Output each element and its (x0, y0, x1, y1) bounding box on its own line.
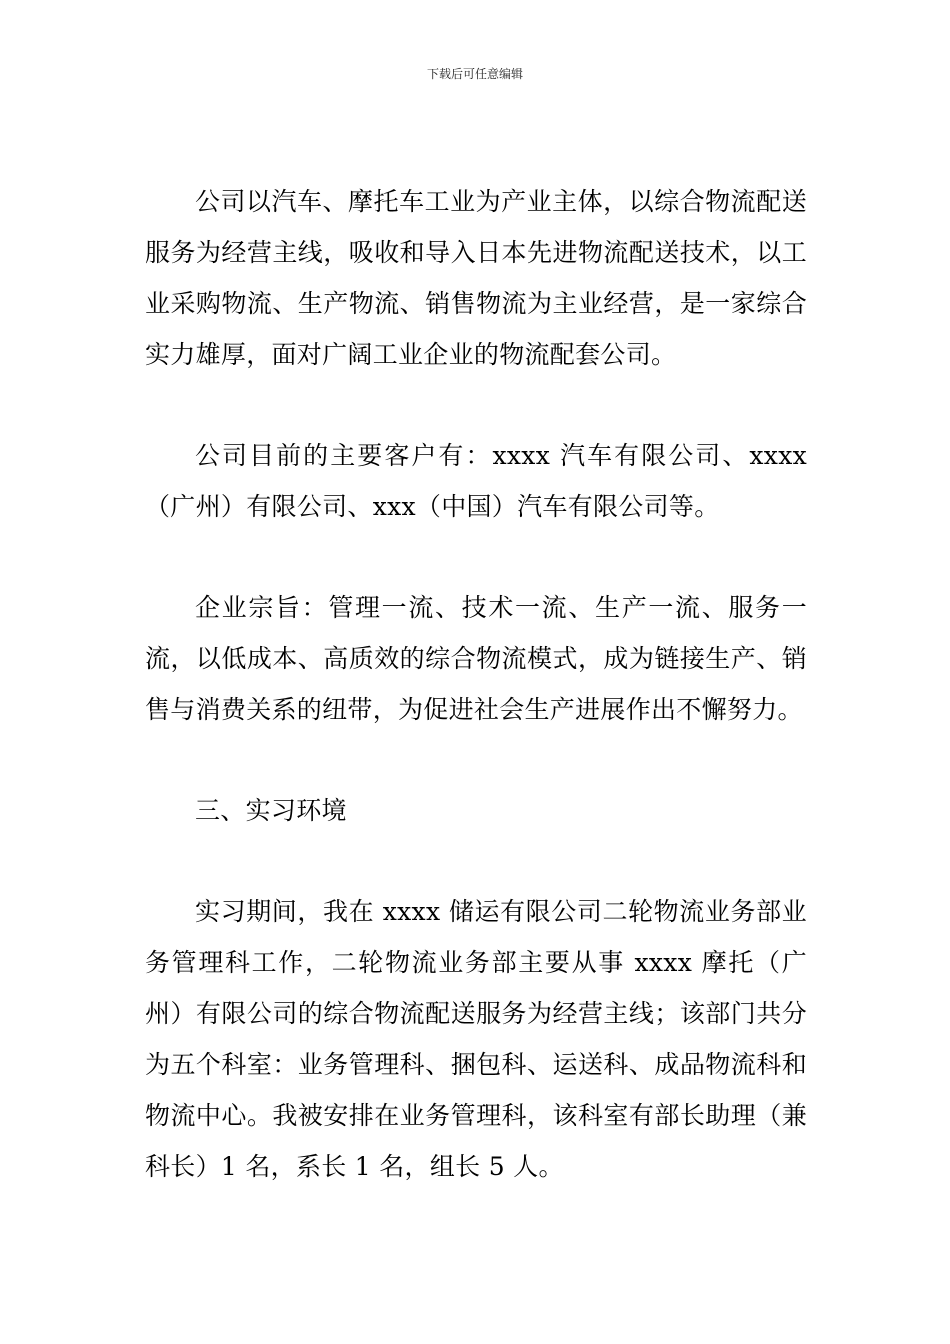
paragraph-main-customers: 公司目前的主要客户有：xxxx 汽车有限公司、xxxx（广州）有限公司、xxx（中国）汽车有限公司等。 (145, 441, 807, 521)
paragraph-spacer (145, 532, 807, 582)
paragraph-internship-details: 实习期间，我在 xxxx 储运有限公司二轮物流业务部业务管理科工作，二轮物流业务部主要从事 xxxx 摩托（广州）有限公司的综合物流配送服务为经营主线；该部门共分为五个科室：业务管理科、捆包科、运送科、成品物流科和物流中心。我被安排在业务管理科，该科室有部长助理（兼科长）1 名，系长 1 名，组长 5 人。 (145, 897, 807, 1181)
document-body (145, 176, 807, 1192)
page-header: 下载后可任意编辑 (426, 67, 523, 81)
paragraph-spacer (145, 380, 807, 430)
paragraph-enterprise-purpose: 企业宗旨：管理一流、技术一流、生产一流、服务一流，以低成本、高质效的综合物流模式，成为链接生产、销售与消费关系的纽带，为促进社会生产进展作出不懈努力。 (145, 593, 807, 724)
paragraph-company-overview: 公司以汽车、摩托车工业为产业主体，以综合物流配送服务为经营主线，吸收和导入日本先进物流配送技术，以工业采购物流、生产物流、销售物流为主业经营，是一家综合实力雄厚，面对广阔工业企业的物流配套公司。 (145, 187, 807, 369)
paragraph-spacer (145, 836, 807, 886)
section-heading: 三、实习环境 (195, 796, 347, 825)
paragraph-spacer (145, 735, 807, 785)
